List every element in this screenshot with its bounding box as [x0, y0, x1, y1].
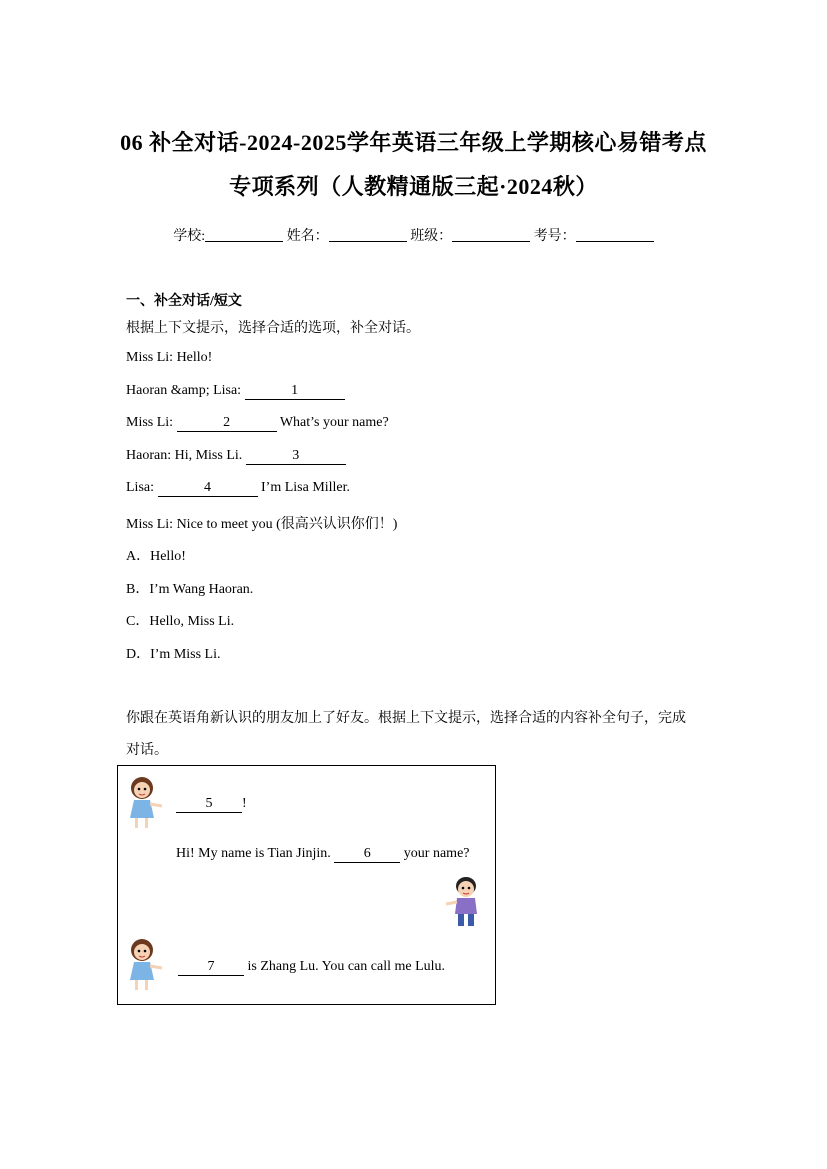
class-blank[interactable] [452, 227, 530, 242]
option-d: D．I’m Miss Li. [126, 647, 221, 662]
name-blank[interactable] [329, 227, 407, 242]
dialog-line: Miss Li: 2 What’s your name? [126, 415, 389, 430]
class-label: 班级： [410, 229, 453, 244]
option-a: A．Hello! [126, 549, 186, 564]
answer-blank-6[interactable]: 6 [334, 846, 400, 863]
name-label: 姓名： [286, 229, 329, 244]
chat-dialog-box [117, 765, 496, 1005]
section2-instruction: 你跟在英语角新认识的朋友加上了好友。根据上下文提示，选择合适的内容补全句子，完成 [126, 711, 686, 726]
option-c: C．Hello, Miss Li. [126, 614, 235, 629]
option-b: B．I’m Wang Haoran. [126, 582, 254, 597]
section-instruction: 根据上下文提示，选择合适的选项，补全对话。 [126, 321, 420, 336]
dialog-line: Haoran: Hi, Miss Li. 3 [126, 448, 346, 465]
student-info-row [0, 225, 827, 245]
answer-blank-7[interactable]: 7 [178, 959, 244, 976]
number-blank[interactable] [576, 227, 654, 242]
chat-line-7: 7 is Zhang Lu. You can call me Lulu. [178, 959, 445, 976]
document-title-line2: 专项系列（人教精通版三起·2024秋） [229, 174, 598, 199]
girl-avatar-icon [124, 936, 164, 994]
answer-blank-3[interactable]: 3 [246, 448, 346, 465]
document-title-line1: 06 补全对话-2024-2025学年英语三年级上学期核心易错考点 [120, 130, 707, 155]
school-label: 学校: [173, 229, 206, 244]
number-label: 考号： [533, 229, 576, 244]
dialog-line: Haoran &amp; Lisa: 1 [126, 383, 345, 400]
section-heading: 一、补全对话/短文 [126, 294, 242, 309]
answer-blank-4[interactable]: 4 [158, 480, 258, 497]
dialog-line: Miss Li: Hello! [126, 350, 213, 365]
answer-blank-5[interactable]: 5 [176, 796, 242, 813]
chat-line-5: 5 ! [176, 796, 247, 813]
girl-avatar-icon [124, 774, 164, 832]
school-blank[interactable] [205, 227, 283, 242]
chat-line-6: Hi! My name is Tian Jinjin. 6 your name? [176, 846, 470, 861]
answer-blank-1[interactable]: 1 [245, 383, 345, 400]
dialog-line: Lisa: 4 I’m Lisa Miller. [126, 480, 351, 495]
section2-instruction-cont: 对话。 [126, 743, 168, 758]
dialog-line: Miss Li: Nice to meet you (很高兴认识你们！) [126, 517, 398, 532]
boy-avatar-icon [444, 874, 486, 930]
answer-blank-2[interactable]: 2 [177, 415, 277, 432]
